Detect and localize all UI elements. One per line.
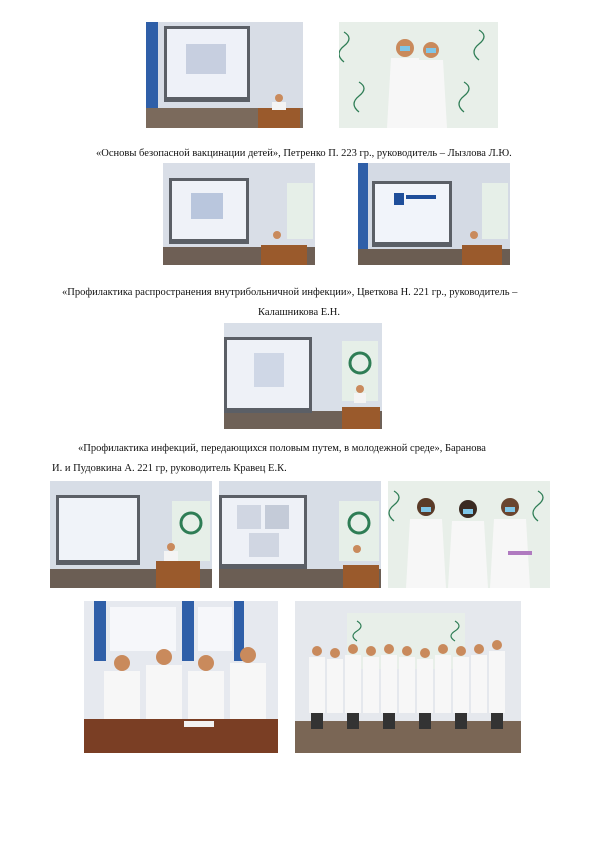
photo-audience-seated [84, 601, 278, 753]
caption-3-line-1: «Профилактика инфекций, передающихся половым путем, в молодежной среде», Баранова [78, 443, 486, 454]
photo-two-speakers-banner [339, 22, 498, 128]
photo-presentation-6 [219, 481, 381, 588]
photo-presentation-4 [224, 323, 382, 429]
photo-presentation-1 [146, 22, 303, 128]
photo-group-standing [295, 601, 521, 753]
photo-presentation-3 [358, 163, 510, 265]
photo-presentation-2 [163, 163, 315, 265]
photo-presentation-5 [50, 481, 212, 588]
photo-three-students [388, 481, 550, 588]
caption-2-line-2: Калашникова Е.Н. [258, 307, 341, 318]
caption-2-line-1: «Профилактика распространения внутрибольничной инфекции», Цветкова Н. 221 гр., руководитель – [62, 287, 518, 298]
caption-3-line-2: И. и Пудовкина А. 221 гр, руководитель Кравец Е.К. [52, 463, 287, 474]
caption-1: «Основы безопасной вакцинации детей», Петренко П. 223 гр., руководитель – Лызлова Л.Ю. [96, 148, 512, 159]
